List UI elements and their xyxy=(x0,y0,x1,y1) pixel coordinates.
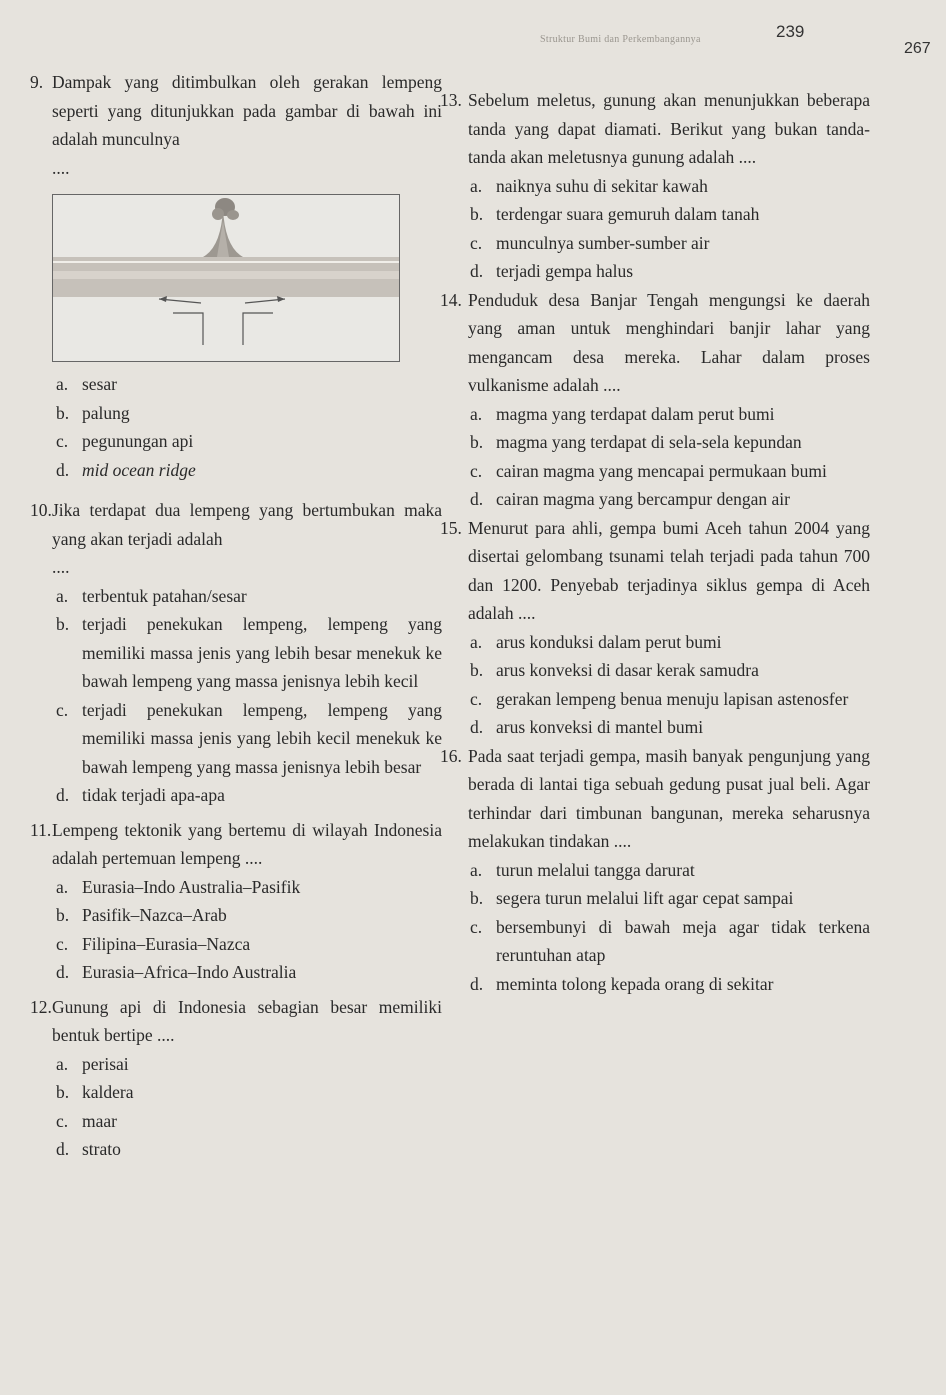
page-number: 239 xyxy=(776,22,805,41)
option-b[interactable]: b. kaldera xyxy=(56,1082,134,1102)
question-stem: Gunung api di Indonesia sebagian besar memiliki bentuk bertipe .... xyxy=(52,996,442,1045)
options-12 xyxy=(56,1050,442,1164)
option-a[interactable]: a. perisai xyxy=(56,1053,129,1074)
option-a[interactable]: a. arus konduksi dalam perut bumi xyxy=(470,631,722,652)
question-11 xyxy=(30,816,442,987)
question-12 xyxy=(30,993,442,1164)
question-trailing-dots: .... xyxy=(52,557,70,577)
option-d[interactable]: d. terjadi gempa halus xyxy=(470,261,634,281)
options-14 xyxy=(470,400,870,514)
question-number: 15. xyxy=(440,517,462,538)
question-9 xyxy=(30,68,442,484)
option-c[interactable]: c. maar xyxy=(56,1110,117,1131)
question-13 xyxy=(440,86,870,286)
left-column xyxy=(30,68,442,1164)
mid-ocean-ridge-figure xyxy=(52,194,400,362)
option-d[interactable]: d. mid ocean ridge xyxy=(56,459,196,480)
option-d[interactable]: d. tidak terjadi apa-apa xyxy=(56,785,225,805)
question-number: 11. xyxy=(30,819,52,840)
question-stem: Dampak yang ditimbulkan oleh gerakan lempeng seperti yang ditunjukkan pada gambar di bawah ini adalah munculnya xyxy=(52,72,442,149)
question-stem: Penduduk desa Banjar Tengah mengungsi ke daerah yang aman untuk menghindari banjir lahar yang mengancam desa mereka. Lahar dalam proses vulkanisme adalah .... xyxy=(468,289,870,395)
option-a[interactable]: a. terbentuk patahan/sesar xyxy=(56,585,247,606)
options-10 xyxy=(56,582,442,810)
question-10 xyxy=(30,496,442,810)
question-number: 13. xyxy=(440,90,462,110)
question-14 xyxy=(440,286,870,514)
option-c[interactable]: c. terjadi penekukan lempeng, lempeng yang memiliki massa jenis yang lebih kecil menekuk ke bawah lempeng yang massa jenisnya lebih besar xyxy=(56,699,442,777)
options-9 xyxy=(56,370,442,484)
options-16 xyxy=(470,856,870,999)
option-a[interactable]: a. sesar xyxy=(56,374,117,394)
question-stem: Jika terdapat dua lempeng yang bertumbukan maka yang akan terjadi adalah xyxy=(52,500,442,549)
option-c[interactable]: c. cairan magma yang mencapai permukaan bumi xyxy=(470,460,827,481)
option-b[interactable]: b. magma yang terdapat di sela-sela kepundan xyxy=(470,432,802,452)
option-b[interactable]: b. arus konveksi di dasar kerak samudra xyxy=(470,660,759,680)
page-number-secondary: 267 xyxy=(904,40,931,57)
option-c[interactable]: c. Filipina–Eurasia–Nazca xyxy=(56,933,251,954)
question-number: 16. xyxy=(440,745,462,766)
option-b[interactable]: b. palung xyxy=(56,402,130,423)
question-number: 14. xyxy=(440,289,462,310)
option-a[interactable]: a. magma yang terdapat dalam perut bumi xyxy=(470,403,775,424)
option-b[interactable]: b. segera turun melalui lift agar cepat sampai xyxy=(470,888,794,908)
options-15 xyxy=(470,628,870,742)
options-11 xyxy=(56,873,442,987)
options-13 xyxy=(470,172,870,286)
option-a[interactable]: a. naiknya suhu di sekitar kawah xyxy=(470,175,708,196)
option-a[interactable]: a. Eurasia–Indo Australia–Pasifik xyxy=(56,876,301,897)
right-column xyxy=(440,86,870,998)
option-d[interactable]: d. meminta tolong kepada orang di sekitar xyxy=(470,973,774,994)
question-15 xyxy=(440,514,870,742)
option-c[interactable]: c. pegunungan api xyxy=(56,431,194,451)
option-b[interactable]: b. terjadi penekukan lempeng, lempeng yang memiliki massa jenis yang lebih besar menekuk ke bawah lempeng yang massa jenisnya lebih kecil xyxy=(56,614,442,691)
question-stem: Sebelum meletus, gunung akan menunjukkan beberapa tanda yang dapat diamati. Berikut yang bukan tanda-tanda akan meletusnya gunung adalah .... xyxy=(468,90,870,167)
option-b[interactable]: b. terdengar suara gemuruh dalam tanah xyxy=(470,204,760,224)
question-number: 12. xyxy=(30,996,52,1017)
question-stem: Lempeng tektonik yang bertemu di wilayah Indonesia adalah pertemuan lempeng .... xyxy=(52,819,442,868)
question-stem: Pada saat terjadi gempa, masih banyak pengunjung yang berada di lantai tiga sebuah gedung pusat jual beli. Agar terhindar dari timbunan bangunan, mereka seharusnya melakukan tindakan .... xyxy=(468,745,870,851)
question-trailing-dots: .... xyxy=(52,157,70,178)
option-a[interactable]: a. turun melalui tangga darurat xyxy=(470,859,695,880)
option-d[interactable]: d. Eurasia–Africa–Indo Australia xyxy=(56,962,297,982)
option-d[interactable]: d. arus konveksi di mantel bumi xyxy=(470,717,704,737)
option-c[interactable]: c. munculnya sumber-sumber air xyxy=(470,232,710,253)
question-stem: Menurut para ahli, gempa bumi Aceh tahun 2004 yang disertai gelombang tsunami telah terjadi pada tahun 700 dan 1200. Penyebab terjadinya siklus gempa di Aceh adalah .... xyxy=(468,517,870,623)
option-c[interactable]: c. bersembunyi di bawah meja agar tidak terkena reruntuhan atap xyxy=(470,916,870,965)
option-b[interactable]: b. Pasifik–Nazca–Arab xyxy=(56,905,227,925)
question-number: 10. xyxy=(30,500,52,520)
option-c[interactable]: c. gerakan lempeng benua menuju lapisan astenosfer xyxy=(470,688,849,709)
option-d[interactable]: d. strato xyxy=(56,1139,121,1159)
option-d[interactable]: d. cairan magma yang bercampur dengan air xyxy=(470,489,790,509)
chapter-header: Struktur Bumi dan Perkembangannya xyxy=(540,34,701,45)
question-number: 9. xyxy=(30,72,44,92)
question-16 xyxy=(440,742,870,999)
